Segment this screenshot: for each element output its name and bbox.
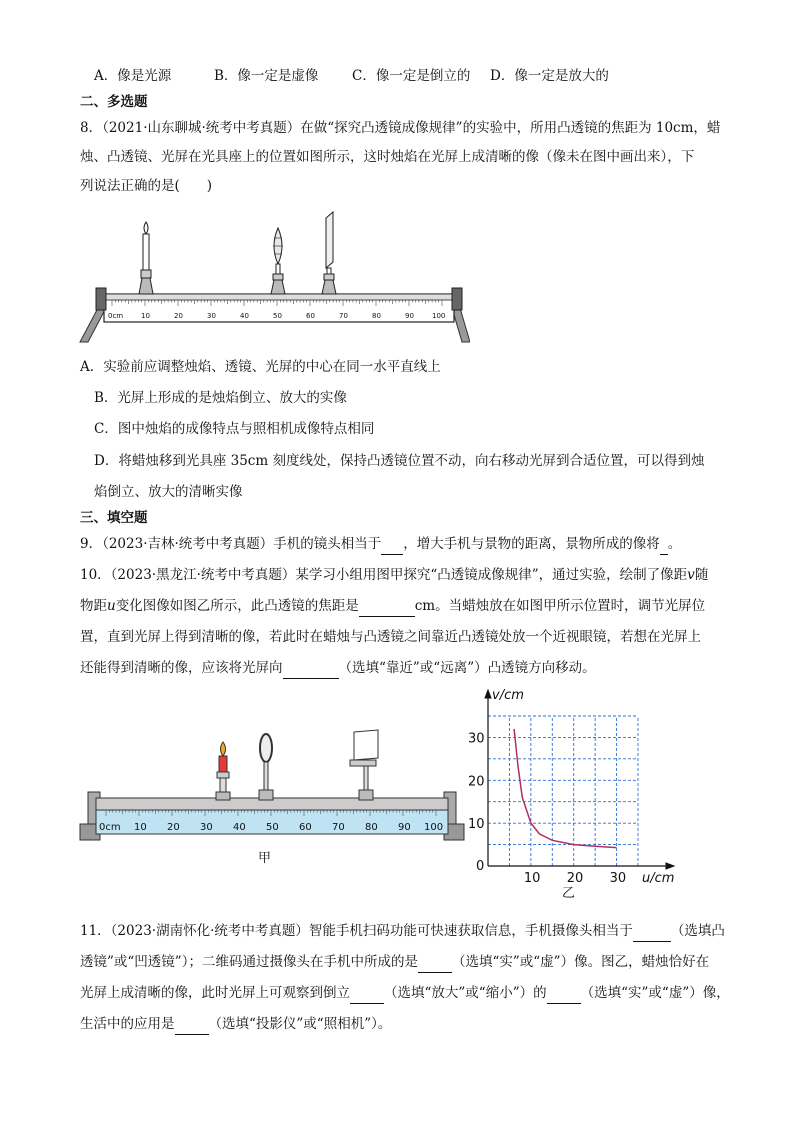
light-screen — [322, 212, 336, 294]
q10-l1b: 随 — [694, 567, 709, 583]
q10-line4 — [80, 658, 720, 679]
q8-option-d-cont: 焰倒立、放大的清晰实像 — [94, 484, 243, 500]
tick-label-30: 30 — [207, 312, 216, 320]
chart-axes — [485, 690, 674, 869]
section-multiple-choice: 二、多选题 — [80, 94, 148, 110]
jia-tick-40: 40 — [233, 822, 246, 833]
bench-left-block — [96, 288, 106, 310]
x-axis-arrow — [666, 863, 674, 869]
jia-tick-60: 60 — [299, 822, 312, 833]
jia-tick-70: 70 — [332, 822, 345, 833]
q7-option-a: A．像是光源 — [94, 68, 172, 84]
tick-label-90: 90 — [405, 312, 414, 320]
q11-line2 — [80, 952, 720, 973]
q8-optical-bench-figure — [78, 208, 470, 346]
q11-l1a: 11．（2023·湖南怀化·统考中考真题）智能手机扫码功能可快速获取信息，手机摄像头相当于 — [80, 923, 633, 939]
q10-l1a: 10．（2023·黑龙江·统考中考真题）某学习小组用图甲探究“凸透镜成像规律”，通过实验，绘制了像距 — [80, 567, 688, 583]
fig-jia-label: 甲 — [258, 851, 272, 866]
q11-blank-2[interactable] — [418, 952, 452, 973]
q9-part3: 。 — [667, 536, 682, 552]
q9-blank-1[interactable] — [381, 534, 403, 555]
jia-tick-80: 80 — [365, 822, 378, 833]
tick-label-50: 50 — [273, 312, 282, 320]
chart-tick-labels — [468, 731, 626, 886]
q11-blank-3[interactable] — [350, 983, 384, 1004]
q10-var-u: u — [107, 598, 116, 614]
q10-var-v: v — [687, 567, 695, 583]
q11-line1 — [80, 921, 725, 942]
section-fill-in-blank: 三、填空题 — [80, 510, 148, 526]
chart-xlabel: u/cm — [642, 871, 675, 886]
q11-blank-4[interactable] — [547, 983, 581, 1004]
q11-l1b: （选填凸 — [670, 923, 725, 939]
bench-right-block — [452, 288, 462, 310]
q8-option-b: B．光屏上形成的是烛焰倒立、放大的实像 — [94, 390, 347, 406]
tick-label-70: 70 — [339, 312, 348, 320]
x-tick-label: 10 — [523, 871, 541, 886]
light-screen — [350, 730, 378, 800]
q7-option-d: D．像一定是放大的 — [490, 68, 609, 84]
jia-tick-30: 30 — [200, 822, 213, 833]
q10-l2b: 变化图像如图乙所示，此凸透镜的焦距是 — [115, 598, 359, 614]
tick-label-80: 80 — [372, 312, 381, 320]
q10-line3: 置，直到光屏上得到清晰的像，若此时在蜡烛与凸透镜之间靠近凸透镜处放一个近视眼镜，若想在光屏上 — [80, 629, 701, 645]
candle — [139, 222, 153, 294]
q11-l2a: 透镜”或“凹透镜”）；二维码通过摄像头在手机中所成的是 — [80, 954, 418, 970]
jia-tick-0: 0cm — [99, 822, 121, 833]
fig-yi-label: 乙 — [562, 886, 576, 901]
q10-line2 — [80, 596, 720, 617]
q11-l4a: 生活中的应用是 — [80, 1016, 175, 1032]
jia-tick-100: 100 — [424, 822, 444, 833]
q11-l2b: （选填“实”或“虚”）像。图乙，蜡烛恰好在 — [451, 954, 710, 970]
q11-l3b: （选填“放大”或“缩小”）的 — [384, 985, 547, 1001]
q11-l3c: （选填“实”或“虚”）像， — [580, 985, 730, 1001]
tick-label-100: 100 — [432, 312, 446, 320]
x-tick-label: 30 — [609, 871, 627, 886]
y-tick-label: 30 — [468, 731, 485, 747]
q8-stem-line3: 列说法正确的是( ) — [80, 178, 213, 194]
q9-blank-2[interactable] — [660, 534, 668, 555]
tick-label-10: 10 — [141, 312, 150, 320]
chart-grid — [488, 716, 638, 866]
q8-option-d: D．将蜡烛移到光具座 35cm 刻度线处，保持凸透镜位置不动，向右移动光屏到合适位置，可以得到烛 — [94, 453, 705, 469]
chart-ylabel: v/cm — [492, 688, 524, 703]
y-tick-label: 20 — [468, 774, 485, 790]
jia-tick-90: 90 — [398, 822, 411, 833]
left-leg — [80, 308, 106, 342]
q8-option-a: A．实验前应调整烛焰、透镜、光屏的中心在同一水平直线上 — [80, 359, 441, 375]
q10-line1 — [80, 565, 720, 585]
q10-l4a: 还能得到清晰的像，应该将光屏向 — [80, 660, 283, 676]
chart-origin: 0 — [476, 859, 485, 874]
tick-label-40: 40 — [240, 312, 249, 320]
q7-option-c: C．像一定是倒立的 — [352, 68, 471, 84]
q9-part1: 9．（2023·吉林·统考中考真题）手机的镜头相当于 — [80, 536, 382, 552]
q10-l2a: 物距 — [80, 598, 107, 614]
q9-part2: ，增大手机与景物的距离，景物所成的像将 — [403, 536, 660, 552]
q11-line4 — [80, 1014, 720, 1035]
jia-tick-50: 50 — [266, 822, 279, 833]
q11-l4b: （选填“投影仪”或“照相机”）。 — [208, 1016, 392, 1032]
jia-tick-10: 10 — [134, 822, 147, 833]
tick-label-20: 20 — [174, 312, 183, 320]
q10-l4b: （选填“靠近”或“远离”）凸透镜方向移动。 — [338, 660, 596, 676]
q8-stem-line2: 烛、凸透镜、光屏在光具座上的位置如图所示，这时烛焰在光屏上成清晰的像（像未在图中画出来），下 — [80, 149, 695, 165]
q10-figure-yi-chart — [458, 686, 688, 886]
y-tick-label: 10 — [468, 817, 485, 833]
q8-stem-line1: 8．（2021·山东聊城·统考中考真题）在做“探究凸透镜成像规律”的实验中，所用凸透镜的焦距为 10cm，蜡 — [80, 120, 721, 136]
x-tick-label: 20 — [566, 871, 584, 886]
q10-blank-2[interactable] — [283, 658, 339, 679]
q11-blank-5[interactable] — [175, 1014, 209, 1035]
q10-figure-jia — [78, 728, 468, 868]
right-leg — [452, 308, 470, 342]
convex-lens — [271, 228, 285, 294]
q8-option-c: C．图中烛焰的成像特点与照相机成像特点相同 — [94, 421, 375, 437]
chart-series-line — [514, 729, 617, 848]
q11-l3a: 光屏上成清晰的像，此时光屏上可观察到倒立 — [80, 985, 350, 1001]
tick-label-60: 60 — [306, 312, 315, 320]
q9-line — [80, 534, 720, 555]
q11-line3 — [80, 983, 730, 1004]
q10-l2c: cm。当蜡烛放在如图甲所示位置时，调节光屏位 — [414, 598, 706, 614]
y-axis-arrow — [485, 690, 491, 698]
q11-blank-1[interactable] — [633, 921, 671, 942]
tick-label-0: 0cm — [108, 312, 124, 320]
convex-lens — [259, 734, 273, 800]
q7-option-b: B．像一定是虚像 — [214, 68, 319, 84]
q10-blank-1[interactable] — [359, 596, 415, 617]
jia-tick-20: 20 — [167, 822, 180, 833]
candle — [216, 742, 230, 800]
